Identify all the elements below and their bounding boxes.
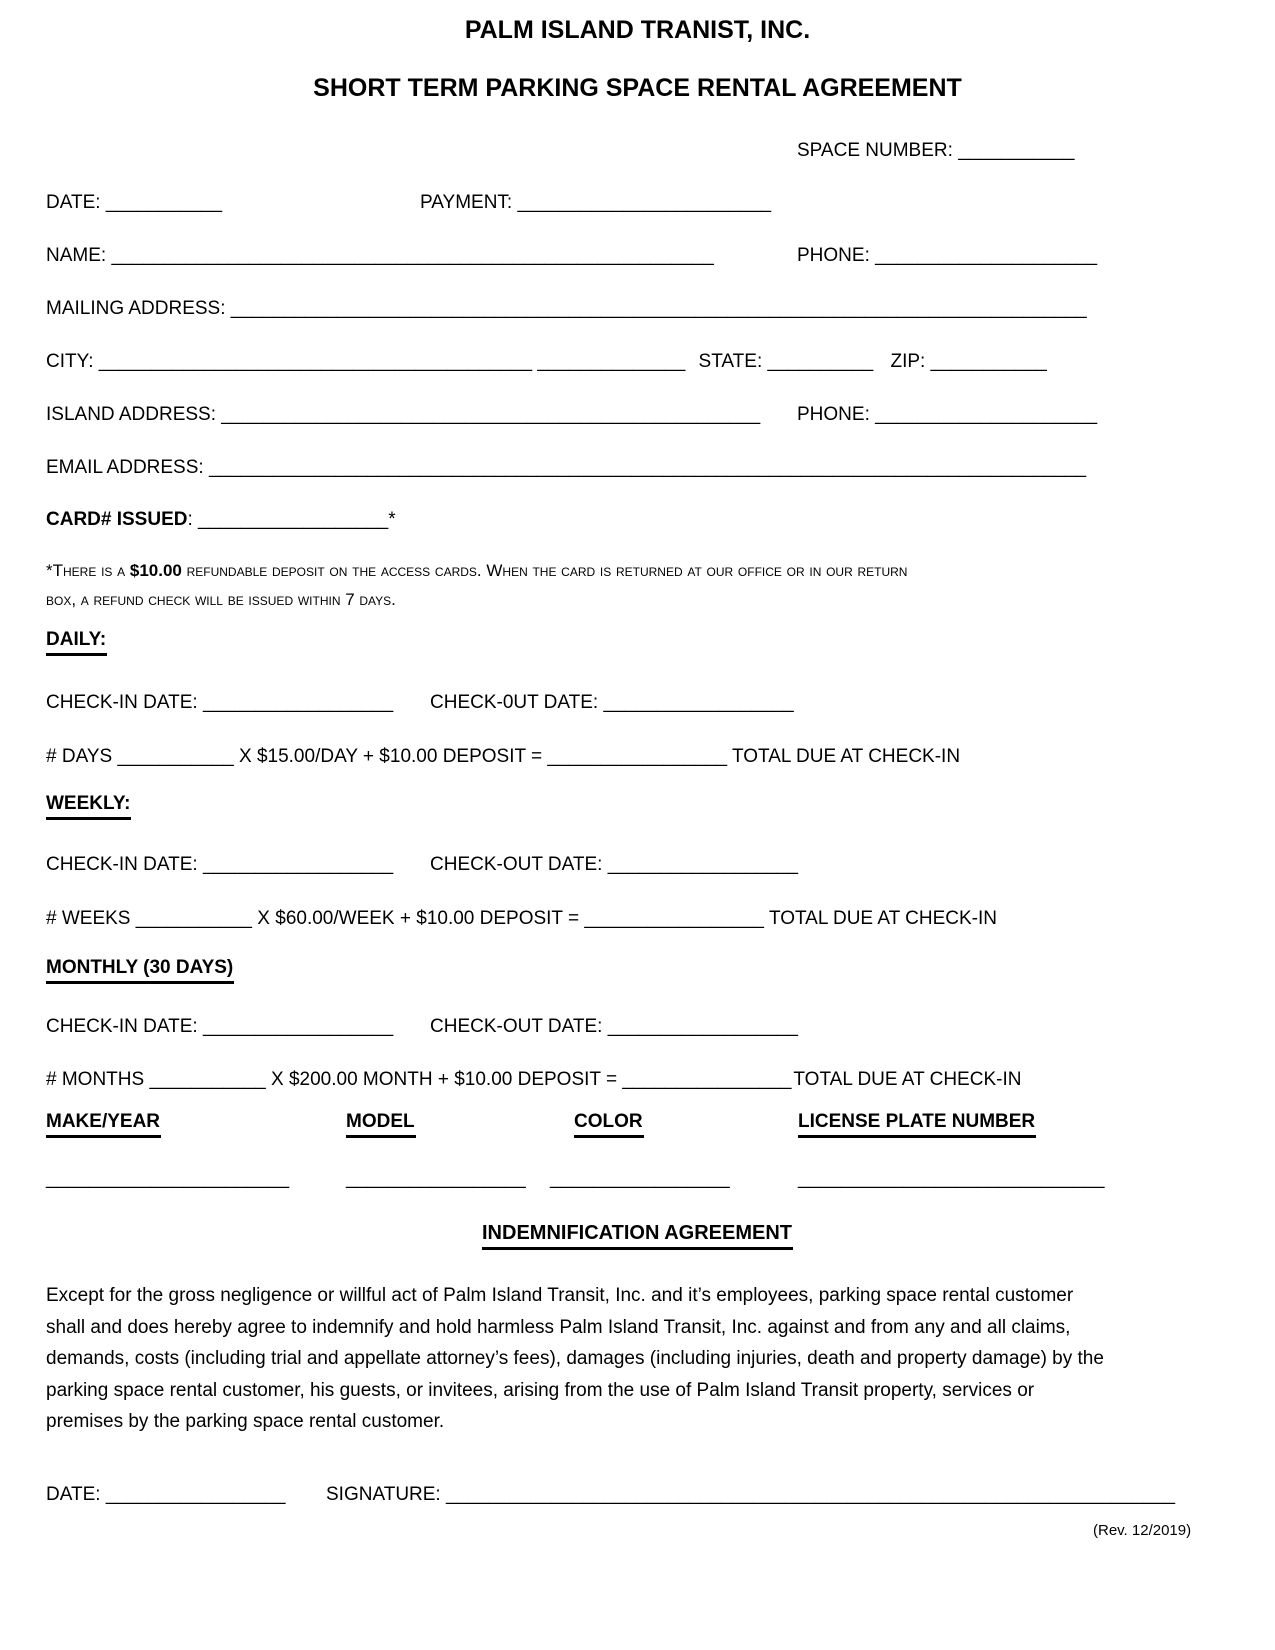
daily-calc-row: [46, 746, 960, 768]
deposit-note-line-1: [46, 556, 907, 585]
daily-total-blank: _________________: [547, 746, 728, 767]
weekly-rate-text: X $60.00/WEEK + $10.00 DEPOSIT =: [257, 908, 580, 929]
deposit-note-text-cont: refundable deposit on the access cards. When the card is returned at our office or in our return: [181, 561, 908, 580]
phone-blank: _____________________: [875, 245, 1098, 266]
daily-check-out-label: CHECK-0UT DATE:: [430, 692, 599, 713]
monthly-check-out-label: CHECK-OUT DATE:: [430, 1016, 603, 1037]
space-number-label: SPACE NUMBER:: [797, 140, 953, 161]
weekly-qty-label: # WEEKS: [46, 908, 131, 929]
signature-blank: _____________________________________________________________________: [446, 1484, 1176, 1505]
island-address-row: [46, 404, 760, 426]
monthly-check-out-blank: __________________: [607, 1016, 798, 1037]
zip-blank: ___________: [930, 351, 1047, 372]
weekly-calc-row: [46, 908, 997, 930]
payment-blank: ________________________: [517, 192, 772, 213]
indemnification-line: Except for the gross negligence or willful act of Palm Island Transit, Inc. and it’s employees, parking space rental customer: [46, 1285, 1074, 1306]
deposit-note-line-2: box, a refund check will be issued within 7 days.: [46, 590, 396, 609]
island-address-label: ISLAND ADDRESS:: [46, 404, 216, 425]
weekly-check-out-blank: __________________: [607, 854, 798, 875]
monthly-check-in-blank: __________________: [202, 1016, 394, 1037]
date-row: [46, 192, 222, 214]
daily-check-in-row: [46, 692, 393, 714]
email-row: [46, 457, 1086, 479]
make-year-blank: _______________________: [46, 1168, 290, 1189]
monthly-check-in-label: CHECK-IN DATE:: [46, 1016, 198, 1037]
date-blank: ___________: [105, 192, 223, 213]
vehicle-header-license-plate: [798, 1111, 1036, 1138]
monthly-total-blank: ________________: [622, 1069, 792, 1090]
city-blank-1: _________________________________________: [98, 351, 533, 372]
indemnification-line: shall and does hereby agree to indemnify and hold harmless Palm Island Transit, Inc. against and from any and all claims,: [46, 1316, 1071, 1338]
model-blank: _________________: [346, 1168, 526, 1189]
payment-row: [420, 192, 771, 214]
company-name: PALM ISLAND TRANIST, INC.: [464, 16, 811, 44]
daily-rate-text: X $15.00/DAY + $10.00 DEPOSIT =: [239, 746, 543, 767]
name-blank: _________________________________________________________: [111, 245, 714, 266]
weekly-check-in-label: CHECK-IN DATE:: [46, 854, 198, 875]
card-issued-label: CARD# ISSUED: [46, 509, 188, 530]
card-issued-asterisk: *: [388, 509, 396, 530]
island-phone-blank: _____________________: [875, 404, 1098, 425]
indemnification-line: demands, costs (including trial and appellate attorney’s fees), damages (including injuries, death and property damage) by the: [46, 1348, 1104, 1369]
city-state-zip-row: [46, 351, 1047, 373]
monthly-rate-text: X $200.00 MONTH + $10.00 DEPOSIT =: [271, 1069, 618, 1090]
space-number-row: [797, 140, 1074, 162]
daily-qty-label: # DAYS: [46, 746, 113, 767]
signature-date-row: [46, 1484, 285, 1506]
signature-date-label: DATE:: [46, 1484, 101, 1505]
monthly-heading-text: MONTHLY (30 DAYS): [46, 957, 234, 984]
vehicle-header-model: [346, 1111, 416, 1138]
daily-check-in-blank: __________________: [202, 692, 394, 713]
daily-check-out-row: [430, 692, 794, 714]
license-plate-header-text: LICENSE PLATE NUMBER: [798, 1111, 1036, 1138]
monthly-check-in-row: [46, 1016, 393, 1038]
weekly-check-out-label: CHECK-OUT DATE:: [430, 854, 603, 875]
color-header-text: COLOR: [574, 1111, 644, 1138]
card-issued-row: [46, 509, 396, 531]
indemnification-heading-text: INDEMNIFICATION AGREEMENT: [482, 1222, 793, 1250]
weekly-check-in-blank: __________________: [202, 854, 394, 875]
email-label: EMAIL ADDRESS:: [46, 457, 204, 478]
weekly-heading-text: WEEKLY:: [46, 793, 131, 820]
monthly-section-heading: [46, 957, 234, 984]
state-label: STATE:: [698, 351, 763, 372]
card-issued-colon: :: [187, 509, 193, 530]
weekly-check-out-row: [430, 854, 798, 876]
daily-qty-blank: ___________: [117, 746, 234, 767]
daily-section-heading: [46, 629, 107, 656]
vehicle-header-make-year: [46, 1111, 161, 1138]
island-address-blank: ___________________________________________________: [221, 404, 761, 425]
name-row: [46, 245, 714, 267]
payment-label: PAYMENT:: [420, 192, 513, 213]
monthly-check-out-row: [430, 1016, 798, 1038]
monthly-qty-blank: ___________: [149, 1069, 266, 1090]
daily-check-in-label: CHECK-IN DATE:: [46, 692, 198, 713]
form-title: SHORT TERM PARKING SPACE RENTAL AGREEMENT: [313, 74, 962, 102]
monthly-total-label: TOTAL DUE AT CHECK-IN: [793, 1069, 1022, 1090]
mailing-address-row: [46, 298, 1087, 320]
zip-label: ZIP:: [890, 351, 926, 372]
weekly-qty-blank: ___________: [135, 908, 253, 929]
phone-label: PHONE:: [797, 245, 870, 266]
monthly-calc-row: [46, 1069, 1021, 1091]
indemnification-line: parking space rental customer, his guests, or invitees, arising from the use of Palm Island Transit property, services or: [46, 1379, 1035, 1401]
email-blank: ___________________________________________________________________________________: [208, 457, 1087, 478]
name-label: NAME:: [46, 245, 107, 266]
space-number-blank: ___________: [958, 140, 1075, 161]
indemnification-line: premises by the parking space rental customer.: [46, 1411, 445, 1432]
indemnification-heading: [0, 1222, 1275, 1250]
make-year-header-text: MAKE/YEAR: [46, 1111, 161, 1138]
model-header-text: MODEL: [346, 1111, 416, 1138]
weekly-total-label: TOTAL DUE AT CHECK-IN: [768, 908, 997, 929]
state-blank: __________: [767, 351, 874, 372]
daily-total-label: TOTAL DUE AT CHECK-IN: [732, 746, 961, 767]
color-blank: _________________: [550, 1168, 730, 1189]
daily-heading-text: DAILY:: [46, 629, 107, 656]
island-phone-row: [797, 404, 1097, 426]
weekly-section-heading: [46, 793, 131, 820]
signature-label: SIGNATURE:: [326, 1484, 441, 1505]
license-plate-blank: _____________________________: [798, 1168, 1105, 1189]
signature-date-blank: _________________: [105, 1484, 286, 1505]
revision-note: (Rev. 12/2019): [1093, 1522, 1192, 1539]
phone-row: [797, 245, 1097, 267]
mailing-address-label: MAILING ADDRESS:: [46, 298, 226, 319]
signature-row: [326, 1484, 1175, 1506]
deposit-note: [46, 556, 907, 614]
card-issued-blank: __________________: [198, 509, 389, 530]
vehicle-header-color: [574, 1111, 644, 1138]
city-label: CITY:: [46, 351, 94, 372]
indemnification-paragraph: [46, 1280, 1104, 1438]
weekly-total-blank: _________________: [584, 908, 764, 929]
date-label: DATE:: [46, 192, 101, 213]
deposit-note-text: *There is a: [46, 561, 130, 580]
weekly-check-in-row: [46, 854, 393, 876]
island-phone-label: PHONE:: [797, 404, 870, 425]
deposit-amount: $10.00: [129, 561, 182, 580]
monthly-qty-label: # MONTHS: [46, 1069, 145, 1090]
mailing-address-blank: _________________________________________________________________________________: [230, 298, 1087, 319]
city-blank-2: ______________: [537, 351, 686, 372]
daily-check-out-blank: __________________: [603, 692, 794, 713]
